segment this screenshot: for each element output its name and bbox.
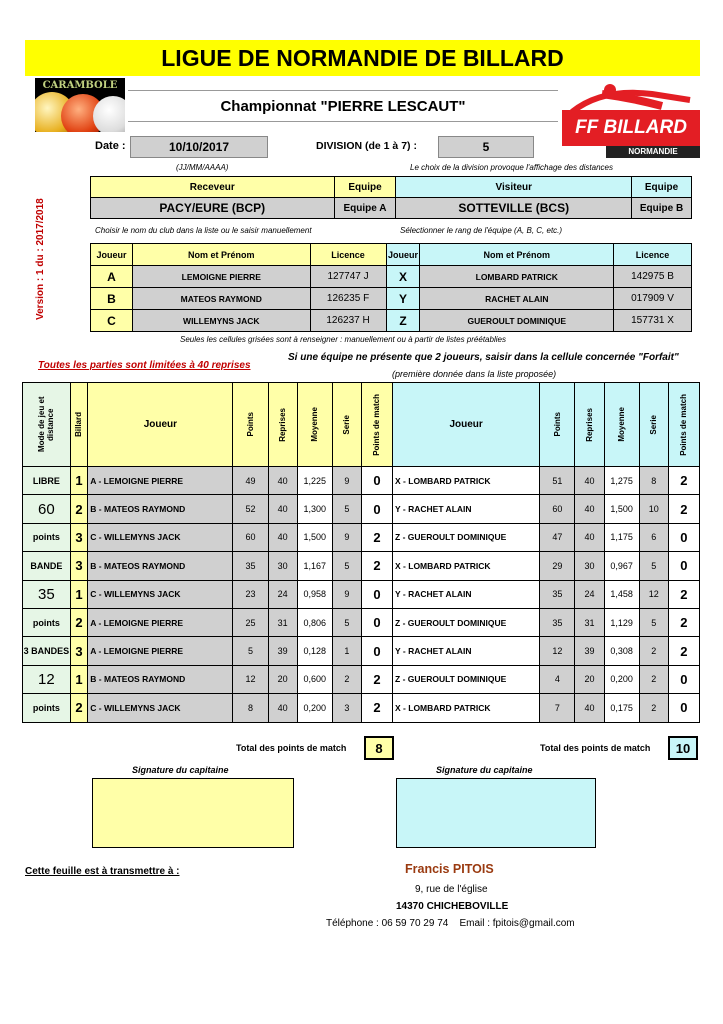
- home-match-points-cell: 2: [361, 694, 392, 722]
- contact-street: 9, rue de l'église: [415, 884, 488, 895]
- away-joueur-col-header: Joueur: [393, 383, 540, 467]
- division-note: Le choix de la division provoque l'affichage des distances: [410, 163, 613, 172]
- visiteur-equipe-header: Equipe: [632, 177, 692, 198]
- home-serie-cell[interactable]: 9: [332, 580, 361, 608]
- home-serie-cell[interactable]: 2: [332, 665, 361, 693]
- ff-logo-text: FF BILLARD: [562, 110, 700, 146]
- home-match-points-cell: 0: [361, 467, 392, 495]
- game-mode-cell: points: [23, 608, 71, 636]
- billard-header: Billard: [70, 383, 88, 467]
- match-row: [23, 495, 700, 523]
- away-match-points-cell: 2: [668, 467, 699, 495]
- game-mode-cell: 35: [23, 580, 71, 608]
- home-points-cell[interactable]: 12: [233, 665, 268, 693]
- home-moyenne-cell: 1,300: [297, 495, 332, 523]
- away-moyenne-cell: 0,308: [604, 637, 639, 665]
- away-player-cell: Y - RACHET ALAIN: [393, 580, 540, 608]
- home-moyenne-cell: 1,225: [297, 467, 332, 495]
- away-reprises-cell[interactable]: 40: [575, 467, 604, 495]
- away-moyenne-cell: 0,967: [604, 552, 639, 580]
- home-total-label: Total des points de match: [236, 743, 347, 753]
- away-total-value: 10: [668, 736, 698, 760]
- home-player-name[interactable]: MATEOS RAYMOND: [132, 288, 310, 310]
- billard-cell: 2: [70, 694, 88, 722]
- away-serie-cell[interactable]: 2: [639, 637, 668, 665]
- player-row: [91, 266, 692, 288]
- home-serie-cell[interactable]: 1: [332, 637, 361, 665]
- home-serie-cell[interactable]: 3: [332, 694, 361, 722]
- home-player-code: C: [91, 310, 133, 332]
- home-reprises-header: Reprises: [268, 383, 297, 467]
- ff-logo-region: NORMANDIE: [606, 146, 700, 158]
- away-points-cell[interactable]: 51: [540, 467, 575, 495]
- game-mode-cell: BANDE: [23, 552, 71, 580]
- away-player-cell: Z - GUEROULT DOMINIQUE: [393, 665, 540, 693]
- home-reprises-cell[interactable]: 39: [268, 637, 297, 665]
- forfait-subnote: (première donnée dans la liste proposée): [392, 369, 557, 379]
- away-joueur-header: Joueur: [386, 244, 420, 266]
- teams-table: [90, 176, 692, 219]
- away-player-cell: X - LOMBARD PATRICK: [393, 694, 540, 722]
- match-row: [23, 552, 700, 580]
- away-serie-cell[interactable]: 12: [639, 580, 668, 608]
- away-moyenne-cell: 0,175: [604, 694, 639, 722]
- billard-cell: 1: [70, 467, 88, 495]
- home-reprises-cell[interactable]: 40: [268, 495, 297, 523]
- billard-cell: 1: [70, 580, 88, 608]
- home-player-licence[interactable]: 126235 F: [310, 288, 386, 310]
- division-field[interactable]: 5: [438, 136, 534, 158]
- home-player-cell[interactable]: A - LEMOIGNE PIERRE: [88, 467, 233, 495]
- contact-name: Francis PITOIS: [405, 862, 494, 876]
- away-player-cell: Z - GUEROULT DOMINIQUE: [393, 523, 540, 551]
- away-nom-header: Nom et Prénom: [420, 244, 614, 266]
- away-moyenne-cell: 1,275: [604, 467, 639, 495]
- away-moyenne-header: Moyenne: [604, 383, 639, 467]
- away-player-code: Y: [386, 288, 420, 310]
- home-player-cell[interactable]: C - WILLEMYNS JACK: [88, 694, 233, 722]
- away-match-points-cell: 2: [668, 495, 699, 523]
- away-points-cell[interactable]: 47: [540, 523, 575, 551]
- home-moyenne-cell: 0,600: [297, 665, 332, 693]
- home-moyenne-cell: 0,806: [297, 608, 332, 636]
- home-points-header: Points: [233, 383, 268, 467]
- division-label: DIVISION (de 1 à 7) :: [316, 140, 417, 152]
- away-player-licence[interactable]: 017909 V: [614, 288, 692, 310]
- match-row: [23, 467, 700, 495]
- away-licence-header: Licence: [614, 244, 692, 266]
- away-player-name[interactable]: RACHET ALAIN: [420, 288, 614, 310]
- home-moyenne-header: Moyenne: [297, 383, 332, 467]
- away-serie-cell[interactable]: 10: [639, 495, 668, 523]
- transmit-label: Cette feuille est à transmettre à :: [25, 866, 180, 877]
- home-joueur-header: Joueur: [91, 244, 133, 266]
- home-serie-cell[interactable]: 9: [332, 523, 361, 551]
- away-serie-cell[interactable]: 6: [639, 523, 668, 551]
- away-reprises-cell[interactable]: 40: [575, 694, 604, 722]
- away-match-points-cell: 0: [668, 523, 699, 551]
- home-points-cell[interactable]: 49: [233, 467, 268, 495]
- home-match-points-cell: 0: [361, 495, 392, 523]
- home-nom-header: Nom et Prénom: [132, 244, 310, 266]
- away-player-cell: Y - RACHET ALAIN: [393, 495, 540, 523]
- forfait-note: Si une équipe ne présente que 2 joueurs, saisir dans la cellule concernée "Forfait": [288, 352, 679, 363]
- home-reprises-cell[interactable]: 30: [268, 552, 297, 580]
- billard-cell: 3: [70, 552, 88, 580]
- home-reprises-cell[interactable]: 31: [268, 608, 297, 636]
- home-player-code: A: [91, 266, 133, 288]
- billard-cell: 1: [70, 665, 88, 693]
- visiteur-team-field[interactable]: Equipe B: [632, 198, 692, 219]
- away-pm-header: Points de match: [668, 383, 699, 467]
- match-row: [23, 608, 700, 636]
- billard-cell: 2: [70, 608, 88, 636]
- game-mode-cell: LIBRE: [23, 467, 71, 495]
- home-moyenne-cell: 0,128: [297, 637, 332, 665]
- away-match-points-cell: 2: [668, 608, 699, 636]
- mode-header: Mode de jeu et distance: [23, 383, 71, 467]
- away-player-code: Z: [386, 310, 420, 332]
- away-points-cell[interactable]: 35: [540, 580, 575, 608]
- game-mode-cell: 12: [23, 665, 71, 693]
- home-match-points-cell: 2: [361, 523, 392, 551]
- rank-note: Sélectionner le rang de l'équipe (A, B, C, etc.): [400, 226, 563, 235]
- home-serie-cell[interactable]: 5: [332, 495, 361, 523]
- white-ball-icon: [93, 96, 125, 132]
- home-player-name[interactable]: WILLEMYNS JACK: [132, 310, 310, 332]
- contact-city: 14370 CHICHEBOVILLE: [396, 901, 509, 912]
- game-mode-cell: points: [23, 523, 71, 551]
- away-reprises-header: Reprises: [575, 383, 604, 467]
- away-player-cell: Z - GUEROULT DOMINIQUE: [393, 608, 540, 636]
- home-moyenne-cell: 0,958: [297, 580, 332, 608]
- away-moyenne-cell: 0,200: [604, 665, 639, 693]
- away-serie-header: Serie: [639, 383, 668, 467]
- home-points-cell[interactable]: 60: [233, 523, 268, 551]
- away-points-cell[interactable]: 29: [540, 552, 575, 580]
- away-points-cell[interactable]: 35: [540, 608, 575, 636]
- contact-phone-email: Téléphone : 06 59 70 29 74 Email : fpitois@gmail.com: [326, 918, 575, 929]
- home-reprises-cell[interactable]: 24: [268, 580, 297, 608]
- away-match-points-cell: 2: [668, 580, 699, 608]
- game-mode-cell: 60: [23, 495, 71, 523]
- home-licence-header: Licence: [310, 244, 386, 266]
- match-row: [23, 637, 700, 665]
- home-match-points-cell: 2: [361, 552, 392, 580]
- away-player-code: X: [386, 266, 420, 288]
- championship-title: Championnat "PIERRE LESCAUT": [128, 90, 558, 122]
- away-serie-cell[interactable]: 5: [639, 608, 668, 636]
- home-serie-cell[interactable]: 5: [332, 608, 361, 636]
- match-row: [23, 523, 700, 551]
- home-reprises-cell[interactable]: 40: [268, 523, 297, 551]
- home-player-cell[interactable]: C - WILLEMYNS JACK: [88, 580, 233, 608]
- away-player-name[interactable]: GUEROULT DOMINIQUE: [420, 310, 614, 332]
- away-moyenne-cell: 1,175: [604, 523, 639, 551]
- home-player-licence[interactable]: 126237 H: [310, 310, 386, 332]
- match-table: [22, 382, 700, 723]
- billard-cell: 3: [70, 637, 88, 665]
- home-points-cell[interactable]: 23: [233, 580, 268, 608]
- grey-cells-note: Seules les cellules grisées sont à renseigner : manuellement ou à partir de listes préétablies: [180, 335, 506, 344]
- home-player-cell[interactable]: A - LEMOIGNE PIERRE: [88, 608, 233, 636]
- receveur-header: Receveur: [91, 177, 335, 198]
- home-serie-header: Serie: [332, 383, 361, 467]
- home-match-points-cell: 2: [361, 665, 392, 693]
- player-row: [91, 310, 692, 332]
- limit-note: Toutes les parties sont limitées à 40 reprises: [38, 360, 251, 371]
- away-reprises-cell[interactable]: 30: [575, 552, 604, 580]
- home-moyenne-cell: 1,167: [297, 552, 332, 580]
- carambole-logo-text: CARAMBOLE: [42, 80, 118, 91]
- home-total-value: 8: [364, 736, 394, 760]
- away-match-points-cell: 0: [668, 694, 699, 722]
- away-reprises-cell[interactable]: 24: [575, 580, 604, 608]
- away-serie-cell[interactable]: 2: [639, 694, 668, 722]
- home-moyenne-cell: 0,200: [297, 694, 332, 722]
- away-serie-cell[interactable]: 5: [639, 552, 668, 580]
- away-signature-field[interactable]: [396, 778, 596, 848]
- away-reprises-cell[interactable]: 40: [575, 523, 604, 551]
- receveur-club-field[interactable]: PACY/EURE (BCP): [91, 198, 335, 219]
- home-player-licence[interactable]: 127747 J: [310, 266, 386, 288]
- away-player-cell: Y - RACHET ALAIN: [393, 637, 540, 665]
- home-signature-field[interactable]: [92, 778, 294, 848]
- home-player-cell[interactable]: B - MATEOS RAYMOND: [88, 495, 233, 523]
- date-format-hint: (JJ/MM/AAAA): [176, 163, 229, 172]
- away-points-cell[interactable]: 4: [540, 665, 575, 693]
- home-reprises-cell[interactable]: 20: [268, 665, 297, 693]
- home-points-cell[interactable]: 52: [233, 495, 268, 523]
- home-moyenne-cell: 1,500: [297, 523, 332, 551]
- away-match-points-cell: 0: [668, 665, 699, 693]
- match-row: [23, 580, 700, 608]
- home-pm-header: Points de match: [361, 383, 392, 467]
- visiteur-header: Visiteur: [396, 177, 632, 198]
- away-moyenne-cell: 1,458: [604, 580, 639, 608]
- receveur-team-field[interactable]: Equipe A: [334, 198, 396, 219]
- home-points-cell[interactable]: 5: [233, 637, 268, 665]
- away-reprises-cell[interactable]: 39: [575, 637, 604, 665]
- away-total-label: Total des points de match: [540, 743, 651, 753]
- player-row: [91, 288, 692, 310]
- away-points-cell[interactable]: 60: [540, 495, 575, 523]
- home-points-cell[interactable]: 25: [233, 608, 268, 636]
- home-serie-cell[interactable]: 5: [332, 552, 361, 580]
- away-serie-cell[interactable]: 8: [639, 467, 668, 495]
- game-mode-cell: 3 BANDES: [23, 637, 71, 665]
- page-title: LIGUE DE NORMANDIE DE BILLARD: [25, 40, 700, 76]
- home-reprises-cell[interactable]: 40: [268, 467, 297, 495]
- away-player-licence[interactable]: 157731 X: [614, 310, 692, 332]
- home-points-cell[interactable]: 35: [233, 552, 268, 580]
- home-match-points-cell: 0: [361, 580, 392, 608]
- home-reprises-cell[interactable]: 40: [268, 694, 297, 722]
- away-moyenne-cell: 1,500: [604, 495, 639, 523]
- match-row: [23, 694, 700, 722]
- date-field[interactable]: 10/10/2017: [130, 136, 268, 158]
- home-signature-label: Signature du capitaine: [132, 765, 229, 775]
- home-joueur-col-header: Joueur: [88, 383, 233, 467]
- away-signature-label: Signature du capitaine: [436, 765, 533, 775]
- version-text: [35, 180, 49, 320]
- carambole-logo: [35, 78, 125, 132]
- billard-cell: 2: [70, 495, 88, 523]
- away-points-cell[interactable]: 7: [540, 694, 575, 722]
- home-player-name[interactable]: LEMOIGNE PIERRE: [132, 266, 310, 288]
- home-points-cell[interactable]: 8: [233, 694, 268, 722]
- ff-billard-logo: [562, 80, 700, 158]
- game-mode-cell: points: [23, 694, 71, 722]
- home-player-cell[interactable]: B - MATEOS RAYMOND: [88, 552, 233, 580]
- away-match-points-cell: 0: [668, 552, 699, 580]
- away-serie-cell[interactable]: 2: [639, 665, 668, 693]
- billiard-player-icon: [562, 80, 700, 114]
- home-match-points-cell: 0: [361, 608, 392, 636]
- away-points-cell[interactable]: 12: [540, 637, 575, 665]
- date-label: Date :: [95, 140, 126, 152]
- away-reprises-cell[interactable]: 31: [575, 608, 604, 636]
- home-player-cell[interactable]: A - LEMOIGNE PIERRE: [88, 637, 233, 665]
- away-points-header: Points: [540, 383, 575, 467]
- visiteur-club-field[interactable]: SOTTEVILLE (BCS): [396, 198, 632, 219]
- version-label: Version : 1 du : 2017/2018: [35, 198, 46, 320]
- away-reprises-cell[interactable]: 40: [575, 495, 604, 523]
- home-player-cell[interactable]: B - MATEOS RAYMOND: [88, 665, 233, 693]
- match-row: [23, 665, 700, 693]
- home-serie-cell[interactable]: 9: [332, 467, 361, 495]
- away-player-cell: X - LOMBARD PATRICK: [393, 467, 540, 495]
- away-reprises-cell[interactable]: 20: [575, 665, 604, 693]
- home-match-points-cell: 0: [361, 637, 392, 665]
- club-note: Choisir le nom du club dans la liste ou le saisir manuellement: [95, 226, 312, 235]
- home-player-cell[interactable]: C - WILLEMYNS JACK: [88, 523, 233, 551]
- away-player-cell: X - LOMBARD PATRICK: [393, 552, 540, 580]
- away-player-licence[interactable]: 142975 B: [614, 266, 692, 288]
- players-table: [90, 243, 692, 332]
- away-moyenne-cell: 1,129: [604, 608, 639, 636]
- billard-cell: 3: [70, 523, 88, 551]
- receveur-equipe-header: Equipe: [334, 177, 396, 198]
- away-match-points-cell: 2: [668, 637, 699, 665]
- home-player-code: B: [91, 288, 133, 310]
- away-player-name[interactable]: LOMBARD PATRICK: [420, 266, 614, 288]
